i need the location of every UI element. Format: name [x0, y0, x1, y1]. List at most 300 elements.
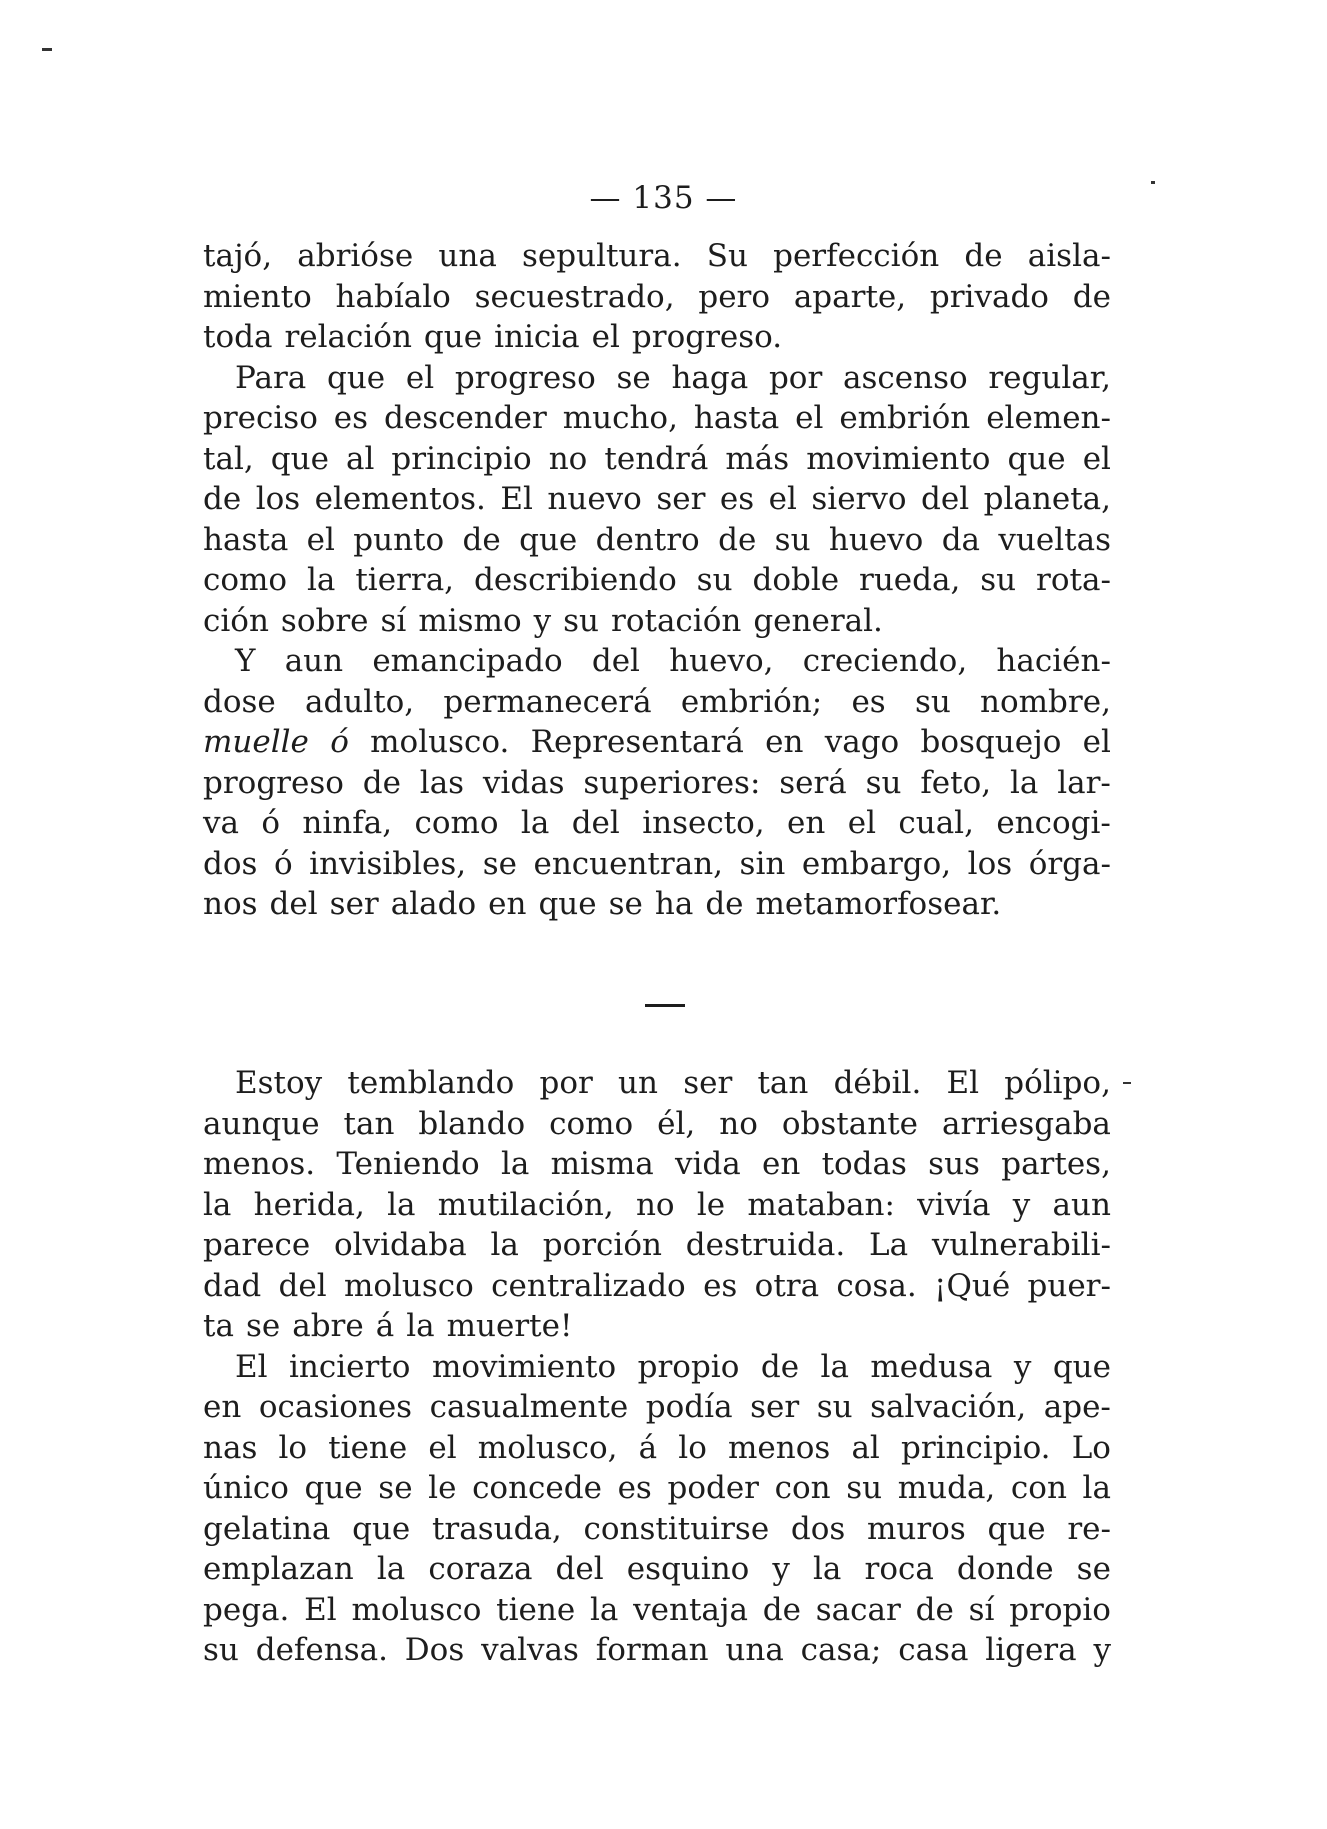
word: encuentran, — [533, 845, 724, 882]
word: los — [255, 481, 301, 517]
word: que — [352, 1510, 411, 1547]
word: hasta — [203, 521, 289, 558]
word: sus — [928, 1146, 980, 1182]
word: siervo — [811, 481, 907, 517]
word: de — [462, 521, 501, 558]
word: hasta — [693, 400, 780, 436]
word: El — [946, 1065, 980, 1101]
word: ó — [273, 845, 293, 882]
word: ó — [261, 805, 281, 841]
word: dos — [203, 845, 258, 882]
word: y — [772, 1551, 790, 1587]
word: se — [482, 845, 517, 882]
word: que — [423, 319, 483, 355]
word: que — [1007, 440, 1066, 477]
word: y — [1012, 1186, 1031, 1223]
text-line — [203, 358, 1111, 399]
word: invisibles, — [309, 845, 467, 882]
word: vida — [674, 1146, 741, 1182]
word: vago — [824, 724, 900, 760]
word: El — [500, 481, 533, 517]
word: elemen- — [986, 400, 1111, 436]
text-line — [203, 317, 1111, 358]
word: punto — [353, 521, 445, 558]
word: creciendo, — [802, 643, 968, 679]
word: embargo, — [801, 845, 952, 882]
word: aun — [284, 643, 344, 679]
word: es — [617, 1470, 652, 1506]
word: es — [703, 1267, 738, 1304]
word: por — [768, 359, 823, 396]
word: menos. — [203, 1146, 316, 1182]
word: arriesgaba — [941, 1105, 1111, 1142]
word: el — [405, 359, 435, 396]
word: pega. — [203, 1591, 290, 1628]
word: movimiento — [431, 1348, 617, 1385]
word: las — [419, 764, 465, 801]
word: mataban: — [747, 1186, 895, 1223]
word: no — [635, 1186, 675, 1223]
word: misma — [550, 1146, 654, 1182]
word: á — [375, 1308, 395, 1344]
text-line — [203, 601, 1111, 642]
word: que — [304, 1470, 363, 1506]
word: propio — [1009, 1591, 1111, 1628]
word: se — [245, 1308, 281, 1344]
word: defensa. — [255, 1632, 388, 1668]
word: menos — [728, 1429, 831, 1466]
word: Y — [235, 643, 256, 679]
word: de — [203, 481, 242, 517]
word: lo — [678, 1429, 707, 1466]
text-section-2 — [203, 1063, 1111, 1671]
word: feto, — [920, 764, 992, 801]
word: Representará — [530, 724, 744, 760]
text-line — [203, 398, 1111, 439]
word: medusa — [870, 1348, 993, 1385]
word: elementos. — [314, 481, 486, 517]
text-line — [203, 884, 1111, 925]
word: el — [1082, 440, 1111, 477]
word: muerte! — [446, 1308, 573, 1344]
word: La — [869, 1227, 909, 1263]
word: que — [1052, 1348, 1111, 1385]
word: la — [500, 1146, 530, 1182]
word: dos — [790, 1510, 846, 1547]
word: metamorfosear. — [755, 886, 1002, 922]
word: la — [203, 1186, 232, 1223]
word: tiene — [328, 1429, 408, 1466]
word: haga — [671, 359, 749, 396]
word: su — [816, 1389, 853, 1425]
word: valvas — [481, 1632, 579, 1668]
word: la — [376, 1551, 406, 1587]
word: Dos — [404, 1632, 465, 1668]
word: su — [203, 1632, 239, 1668]
word: Teniendo — [336, 1146, 480, 1182]
word: mucho, — [562, 400, 678, 436]
word: un — [618, 1065, 658, 1101]
word: tiene — [496, 1591, 576, 1628]
word: toda — [203, 319, 273, 355]
word: le — [428, 1470, 457, 1506]
word: en — [762, 1146, 801, 1182]
word: principio. — [900, 1429, 1051, 1466]
text-line — [203, 1144, 1111, 1185]
word: abrióse — [297, 238, 414, 274]
word: principio — [391, 440, 532, 477]
word: casa — [898, 1632, 969, 1668]
word: como — [549, 1105, 634, 1142]
word: hacién- — [996, 643, 1111, 679]
word: molusco — [343, 1267, 474, 1304]
word: la — [406, 1308, 435, 1344]
text-line — [203, 1428, 1111, 1469]
word: aisla- — [1027, 238, 1111, 274]
word: ninfa, — [302, 805, 393, 841]
text-line — [203, 1509, 1111, 1550]
text-line — [203, 1468, 1111, 1509]
word: pero — [698, 278, 771, 315]
word: general. — [753, 602, 883, 639]
word: bosquejo — [920, 724, 1062, 760]
word: de — [1072, 278, 1111, 315]
text-section-1 — [203, 236, 1111, 925]
word: ¡Qué — [934, 1267, 1011, 1304]
text-line — [203, 803, 1111, 844]
word: como — [203, 562, 288, 598]
word: ligera — [985, 1632, 1077, 1668]
word: aun — [1052, 1186, 1111, 1223]
word: embrión — [839, 400, 971, 436]
word: rota- — [1036, 562, 1111, 598]
word: en — [488, 886, 527, 922]
word: ser — [683, 1065, 733, 1101]
word: muda, — [897, 1470, 996, 1506]
text-line — [203, 1063, 1111, 1104]
word: trasuda, — [431, 1510, 562, 1547]
word: del — [278, 1267, 327, 1304]
text-line — [203, 1266, 1111, 1307]
word: abre — [292, 1308, 364, 1344]
word: salvación, — [870, 1389, 1027, 1425]
word: El — [235, 1348, 268, 1385]
text-line — [203, 479, 1111, 520]
word: de — [762, 1591, 801, 1628]
word: progreso. — [631, 319, 783, 355]
word: no — [719, 1105, 758, 1142]
word: ser — [329, 886, 379, 922]
word: podía — [645, 1389, 733, 1425]
word: todas — [821, 1146, 907, 1182]
word: su — [865, 764, 902, 801]
word: la — [490, 1227, 519, 1263]
word: destruida. — [685, 1227, 846, 1263]
scan-speck — [1123, 1082, 1131, 1084]
word: casualmente — [429, 1389, 629, 1425]
word: su — [914, 683, 951, 720]
word: dose — [203, 683, 276, 720]
word: huevo, — [669, 643, 774, 679]
word: dentro — [595, 521, 700, 558]
word: se — [378, 1470, 413, 1506]
word: es — [851, 683, 886, 720]
word: el — [768, 481, 797, 517]
word: el — [795, 400, 824, 436]
word: en — [765, 724, 804, 760]
text-line — [203, 1225, 1111, 1266]
word: se — [1076, 1551, 1111, 1587]
word: huevo — [828, 521, 924, 558]
word: casa; — [800, 1632, 882, 1668]
word: como — [414, 805, 499, 841]
word: gelatina — [203, 1510, 331, 1547]
word: cosa. — [836, 1267, 917, 1304]
word: molusco. — [370, 724, 510, 760]
word: será — [779, 764, 847, 801]
page-number: — 135 — — [589, 180, 738, 216]
text-line — [203, 277, 1111, 318]
word: con — [1010, 1470, 1067, 1506]
word: aparte, — [793, 278, 907, 315]
word: le — [696, 1186, 726, 1223]
word: obstante — [781, 1105, 918, 1142]
word: ta — [203, 1308, 234, 1344]
word: nuevo — [547, 481, 642, 517]
word: porción — [542, 1227, 662, 1263]
word: al — [851, 1429, 880, 1466]
word: nombre, — [980, 683, 1111, 720]
word: en — [203, 1389, 242, 1425]
word: centralizado — [491, 1267, 686, 1304]
word: lo — [278, 1429, 308, 1466]
word: concede — [472, 1470, 602, 1506]
word: el — [428, 1429, 457, 1466]
word: débil. — [833, 1065, 922, 1101]
word: sí — [380, 602, 407, 639]
word: se — [608, 886, 643, 922]
text-line — [203, 1347, 1111, 1388]
text-line — [203, 641, 1111, 682]
text-line — [203, 439, 1111, 480]
word: privado — [929, 278, 1049, 315]
word: de — [705, 886, 744, 922]
word: su — [980, 562, 1017, 598]
word: su — [846, 1470, 883, 1506]
word: sacar — [815, 1591, 901, 1628]
word: que — [987, 1510, 1046, 1547]
word: del — [571, 805, 620, 841]
word: la — [813, 1551, 842, 1587]
word: la — [820, 1348, 849, 1385]
word: El — [304, 1591, 337, 1628]
word: tan — [757, 1065, 809, 1101]
word: herida, — [253, 1186, 365, 1223]
word: de — [964, 238, 1003, 274]
word: la — [589, 1591, 619, 1628]
scan-speck — [42, 48, 52, 51]
word: superiores: — [583, 764, 761, 801]
word: ape- — [1043, 1389, 1111, 1425]
word: olvidaba — [334, 1227, 467, 1263]
word: Su — [706, 238, 748, 274]
word: rotación — [611, 602, 742, 639]
word: ascenso — [843, 359, 968, 396]
word: en — [787, 805, 826, 841]
word: emancipado — [372, 643, 563, 679]
text-line — [203, 1590, 1111, 1631]
word: vidas — [482, 764, 565, 801]
word: otra — [754, 1267, 820, 1304]
section-separator-rule — [645, 1004, 685, 1007]
word: progreso — [454, 359, 596, 396]
word: dad — [203, 1267, 262, 1304]
word: Estoy — [235, 1065, 323, 1101]
text-line — [203, 1549, 1111, 1590]
word: y — [533, 602, 552, 639]
word: propio — [637, 1348, 740, 1385]
word: va — [203, 805, 239, 841]
word: la — [1082, 1470, 1111, 1506]
word: poder — [667, 1470, 759, 1506]
word: es — [719, 481, 755, 517]
text-line — [203, 1185, 1111, 1226]
word: planeta, — [983, 481, 1111, 517]
word: sepultura. — [522, 238, 682, 274]
word: roca — [864, 1551, 934, 1587]
word: ventaja — [633, 1591, 748, 1628]
word: da — [941, 521, 981, 558]
word: nos — [203, 886, 258, 922]
word: lar- — [1057, 764, 1111, 801]
word: su — [563, 602, 599, 639]
word: relación — [284, 319, 412, 355]
word: el — [847, 805, 876, 841]
word: nas — [203, 1429, 258, 1466]
text-line — [203, 682, 1111, 723]
text-line — [203, 763, 1111, 804]
text-line — [203, 1387, 1111, 1428]
word: y — [1093, 1632, 1111, 1668]
word: se — [616, 359, 651, 396]
word: ser — [750, 1389, 800, 1425]
word: que — [270, 440, 329, 477]
word: movimiento — [806, 440, 991, 477]
word: con — [774, 1470, 831, 1506]
word: incierto — [289, 1348, 411, 1385]
word: permanecerá — [443, 683, 652, 720]
word: preciso — [203, 400, 318, 436]
word: la — [520, 805, 550, 841]
word: él, — [657, 1105, 696, 1142]
word: tendrá — [604, 440, 709, 477]
word: cual, — [898, 805, 974, 841]
word: el — [591, 319, 620, 355]
word: por — [539, 1065, 593, 1101]
word: más — [725, 440, 790, 477]
word: el — [306, 521, 335, 558]
word: una — [725, 1632, 784, 1668]
word: habíalo — [335, 278, 451, 315]
word: encogi- — [996, 805, 1111, 841]
word: vueltas — [998, 521, 1111, 558]
word: descender — [384, 400, 547, 436]
word: vivía — [917, 1186, 991, 1223]
word: de — [760, 1348, 800, 1385]
word: órga- — [1028, 845, 1111, 882]
word: mismo — [418, 602, 522, 639]
word: de — [915, 1591, 954, 1628]
word: de — [718, 521, 757, 558]
word: perfección — [773, 238, 940, 274]
word: coraza — [428, 1551, 533, 1587]
word: sí — [968, 1591, 995, 1628]
text-line — [203, 560, 1111, 601]
word: el — [1082, 724, 1111, 760]
word: rueda, — [859, 562, 961, 598]
text-line — [203, 520, 1111, 561]
word: muelle — [203, 724, 309, 760]
word: esquino — [626, 1551, 750, 1587]
word: mutilación, — [437, 1186, 614, 1223]
word: miento — [203, 278, 312, 315]
word: ción — [203, 602, 269, 639]
word: Para — [235, 359, 307, 396]
text-line — [203, 1104, 1111, 1145]
word: constituirse — [583, 1510, 770, 1547]
word: puer- — [1027, 1267, 1111, 1304]
word: emplazan — [203, 1551, 354, 1587]
text-line — [203, 844, 1111, 885]
text-line — [203, 236, 1111, 277]
word: regular, — [988, 359, 1111, 396]
word: insecto, — [642, 805, 765, 841]
word: ocasiones — [258, 1389, 413, 1425]
word: inicia — [494, 319, 580, 355]
word: sin — [739, 845, 786, 882]
word: la — [307, 562, 336, 598]
word: su — [696, 562, 733, 598]
word: sobre — [280, 602, 369, 639]
word: que — [326, 359, 386, 396]
word: partes, — [1001, 1146, 1111, 1182]
word: tajó, — [203, 238, 273, 274]
word: no — [548, 440, 588, 477]
word: á — [638, 1429, 658, 1466]
word: la — [387, 1186, 416, 1223]
word: del — [555, 1551, 604, 1587]
word: doble — [752, 562, 840, 598]
word: único — [203, 1470, 289, 1506]
word: que — [519, 521, 578, 558]
word: Lo — [1071, 1429, 1111, 1466]
word: re- — [1067, 1510, 1111, 1547]
word: una — [438, 238, 497, 274]
word: y — [1013, 1348, 1032, 1385]
word: su — [774, 521, 811, 558]
word: es — [333, 400, 369, 436]
text-line — [203, 722, 1111, 763]
word: tan — [343, 1105, 395, 1142]
word: donde — [956, 1551, 1054, 1587]
scan-speck — [1151, 181, 1155, 184]
text-line — [203, 1306, 1111, 1347]
word: que — [538, 886, 597, 922]
word: tierra, — [355, 562, 455, 598]
word: ha — [654, 886, 694, 922]
word: progreso — [203, 764, 344, 801]
word: al — [345, 440, 375, 477]
